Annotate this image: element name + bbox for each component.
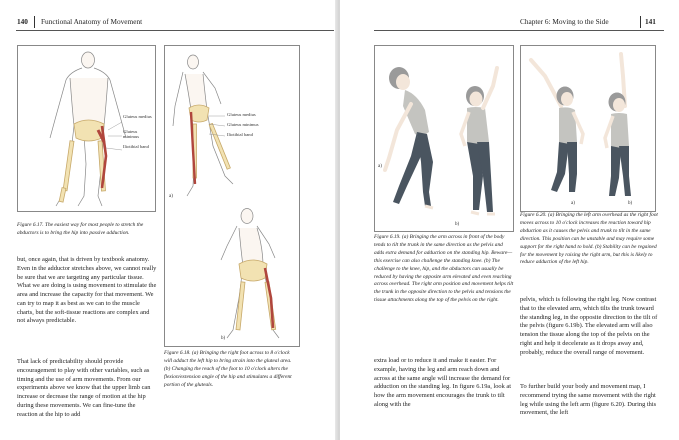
running-header-left: Functional Anatomy of Movement <box>41 17 143 26</box>
body-paragraph-1: but, once again, that is driven by textbook anatomy. Even in the adductor stretches above, we cannot really be sure that we are targeting any particular tissue. What we are doing is using movement to stimulate the area and increase the capacity for that movement. We can try to map it as best as we can to the muscle charts, but the soft-tissue reactions are complex and not always predictable. <box>17 256 157 325</box>
caption-figure-6-17: Figure 6.17. The easiest way for most people to stretch the abductors is to bring the hip into passive adduction. <box>17 222 144 236</box>
figure-6-20-illustration <box>521 46 655 211</box>
label-gluteus-medius-618: Gluteus medius <box>227 112 256 117</box>
figure-6-17 <box>17 45 156 212</box>
figure-6-20 <box>520 45 656 212</box>
panel-label-a-620: a) <box>571 201 575 206</box>
label-gluteus-medius: Gluteus medius <box>123 114 152 119</box>
header-divider-right <box>640 16 641 28</box>
body-column-2-para-2: To further build your body and movement map, I recommend trying the same movement with the right leg while using the left arm (figure 6.20). During this movement, the left <box>520 383 657 417</box>
panel-label-b-620: b) <box>628 201 633 206</box>
panel-label-a: a) <box>169 194 173 199</box>
running-header-right: Chapter 6: Moving to the Side <box>520 17 609 26</box>
body-paragraph-2: That lack of predictability should provide encouragement to play with other variables, such as timing and the use of arm movements. From our experiments above we know that the upper limb can increase or decrease the range of motion at the hip during these movements. We can fine-tune the reaction at the hip to add <box>17 358 151 418</box>
header-divider <box>34 16 35 28</box>
header-rule <box>16 30 334 31</box>
body-column-2-para-1: pelvis, which is following the right leg. Now contrast that to the elevated arm, which tilts the trunk toward the standing leg, in the opposite direction to the tilt of the pelvis (figure 6.19b). The elevated arm will also tension the tissue along the top of the pelvis on the right and help it decelerate as it drops away and, probably, reduce the overall range of movement. <box>520 296 658 356</box>
figure-6-19-illustration <box>375 46 513 231</box>
page-number-right: 141 <box>645 17 656 26</box>
page-number-left: 140 <box>17 17 28 26</box>
caption-figure-6-19: Figure 6.19. (a) Bringing the arm across in front of the body tends to tilt the trunk in the same direction as the pelvis and adds extra demand for adduction on the standing hip. Beware—this exercise can also challenge the standing knee. (b) The challenge to the knee, hip, and the abductors can usually be reduced by having the opposite arm elevated and even reaching across overhead. The right arm position and movement helps tilt the trunk in the opposite direction to the pelvis and tensions the tissue attachments along the top of the pelvis on the right. <box>374 234 514 304</box>
right-page <box>340 0 679 440</box>
figure-6-18-illustration <box>165 46 299 346</box>
label-iliotibial-band: Iliotibial band <box>123 144 149 149</box>
caption-figure-6-20: Figure 6.20. (a) Bringing the left arm overhead as the right foot moves across to 10 o'clock increases the reaction toward hip abduction as it causes the pelvis and trunk to tilt in the same direction. This position can be unstable and may require some support for the right hand to hold. (b) Stability can be regained for the movement by raising the right arm, but this is likely to reduce adduction of the left hip. <box>520 212 658 266</box>
figure-6-18 <box>164 45 300 347</box>
label-gluteus-minimus-618: Gluteus minimus <box>227 122 259 127</box>
caption-figure-6-18: Figure 6.18. (a) Bringing the right foot across to 8 o'clock will adduct the left hip to bring strain into the gluteal area. (b) Changing the reach of the foot to 10 o'clock alters the flexion/extension angle of the hip and stimulates a different portion of the gluteals. <box>164 350 292 388</box>
header-rule-right <box>374 30 664 31</box>
panel-label-b: b) <box>221 336 226 341</box>
panel-label-a-619: a) <box>378 164 382 169</box>
figure-6-19 <box>374 45 514 232</box>
left-page <box>0 0 337 440</box>
panel-label-b-619: b) <box>455 222 460 227</box>
label-gluteus-minimus: Gluteus minimus <box>123 129 140 140</box>
label-iliotibial-band-618: Iliotibial band <box>227 132 253 137</box>
body-column-1: extra load or to reduce it and make it easier. For example, having the leg and arm reach down and across at the same angle will increase the demand for adduction on the standing leg. In figure 6.19a, look at how the arm movement encourages the trunk to tilt along with the <box>374 357 512 408</box>
